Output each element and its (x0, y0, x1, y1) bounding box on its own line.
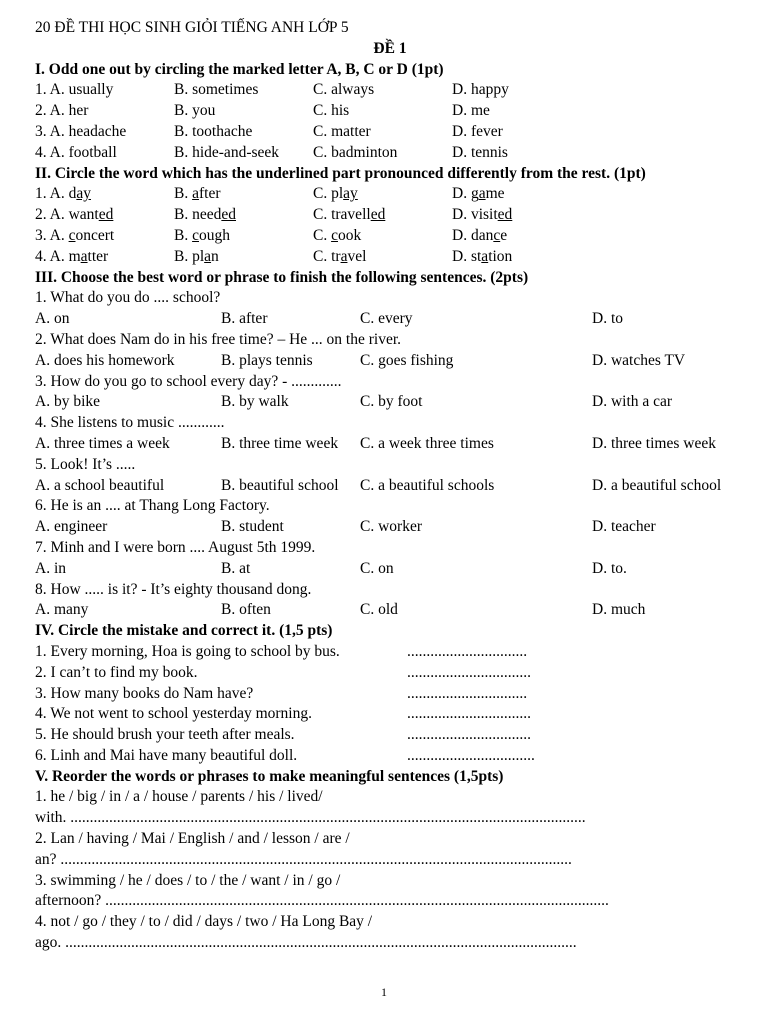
option: D. me (452, 102, 490, 120)
option-text: B. (174, 226, 193, 244)
option: C. by foot (360, 393, 423, 411)
answer-options (35, 517, 745, 538)
underlined-part: ay (343, 185, 358, 203)
page-number: 1 (381, 985, 387, 999)
option-text: me (485, 185, 505, 203)
answer-blank: ................................ (407, 705, 531, 723)
underlined-part: a (481, 247, 489, 265)
question: 8. How ..... is it? - It’s eighty thousand dong. (35, 580, 312, 598)
underlined-part: a (340, 247, 348, 265)
question: 2. What does Nam do in his free time? – He ... on the river. (35, 330, 402, 348)
option (35, 184, 91, 205)
option: C. worker (360, 518, 422, 536)
underlined-part: c (68, 226, 76, 244)
section-2-rows (35, 184, 745, 267)
answer-blank: ............................... (407, 684, 528, 702)
option-text: C. (313, 226, 332, 244)
section-1-row (35, 122, 745, 143)
section-2-row (35, 205, 745, 226)
option: 4. A. football (35, 143, 117, 161)
exam-number: ĐỀ 1 (373, 39, 407, 57)
underlined-part: ay (76, 185, 91, 203)
option-text: tter (87, 247, 109, 265)
sentence: 2. I can’t to find my book. (35, 663, 198, 681)
mistake-row (35, 704, 745, 725)
question: 1. What do you do .... school? (35, 289, 221, 307)
option: B. beautiful school (221, 476, 339, 494)
option-text: ook (337, 226, 362, 244)
option: B. student (221, 518, 284, 536)
option: B. after (221, 310, 268, 328)
option: D. much (592, 601, 646, 619)
underlined-part: a (478, 185, 486, 203)
option (313, 247, 366, 268)
answer-options (35, 600, 745, 621)
option (174, 205, 236, 226)
option-text: 1. A. d (35, 185, 77, 203)
section-1-row (35, 80, 745, 101)
reorder-words: 2. Lan / having / Mai / English / and / lesson / are / (35, 830, 350, 848)
underlined-part: ed (98, 206, 114, 224)
option: C. badminton (313, 143, 398, 161)
option (35, 247, 108, 268)
option (174, 247, 219, 268)
option: A. by bike (35, 393, 101, 411)
option: C. on (360, 559, 394, 577)
option: C. every (360, 310, 413, 328)
option-text: B. need (174, 206, 222, 224)
option: D. tennis (452, 143, 508, 161)
option (452, 205, 512, 226)
option: B. you (174, 102, 216, 120)
option: D. happy (452, 81, 509, 99)
option: A. does his homework (35, 351, 175, 369)
mistake-row (35, 663, 745, 684)
option-text: C. tr (313, 247, 341, 265)
underlined-part: ed (497, 206, 513, 224)
option-text: 2. A. want (35, 206, 99, 224)
option: B. three time week (221, 434, 339, 452)
option: B. often (221, 601, 271, 619)
question: 5. Look! It’s ..... (35, 455, 136, 473)
underlined-part: a (80, 247, 88, 265)
answer-blank: ................................ (407, 663, 531, 681)
option: A. on (35, 310, 70, 328)
question: 7. Minh and I were born .... August 5th 1999. (35, 538, 316, 556)
underlined-part: c (331, 226, 338, 244)
option-text: B. pl (174, 247, 205, 265)
sentence: 4. We not went to school yesterday morning. (35, 705, 312, 723)
underlined-part: ed (370, 206, 386, 224)
option: C. a beautiful schools (360, 476, 495, 494)
option: D. fever (452, 122, 503, 140)
answer-options (35, 434, 745, 455)
option-text: 3. A. (35, 226, 69, 244)
underlined-part: ed (221, 206, 236, 224)
section-2-heading: II. Circle the word which has the underlined part pronounced differently from the rest. (1pt) (35, 164, 646, 182)
option (35, 226, 114, 247)
option: C. old (360, 601, 398, 619)
section-4-rows (35, 642, 745, 767)
answer-options (35, 351, 745, 372)
answer-options (35, 392, 745, 413)
answer-blank: ................................ (407, 726, 531, 744)
answer-options (35, 309, 745, 330)
option: D. to. (592, 559, 627, 577)
document-title: 20 ĐỀ THI HỌC SINH GIỎI TIẾNG ANH LỚP 5 (35, 19, 349, 36)
underlined-part: a (204, 247, 212, 265)
option: D. to (592, 310, 623, 328)
option (174, 184, 221, 205)
question: 3. How do you go to school every day? - ............. (35, 372, 342, 390)
option: A. in (35, 559, 66, 577)
option: B. by walk (221, 393, 289, 411)
option: D. three times week (592, 434, 716, 452)
section-2-row (35, 226, 745, 247)
option: A. three times a week (35, 434, 170, 452)
option (35, 205, 113, 226)
option (452, 247, 512, 268)
sentence: 6. Linh and Mai have many beautiful doll. (35, 746, 298, 764)
option-text: tion (488, 247, 513, 265)
option: D. watches TV (592, 351, 686, 369)
option-text: D. dan (452, 226, 494, 244)
section-1-heading: I. Odd one out by circling the marked letter A, B, C or D (1pt) (35, 60, 444, 78)
sentence: 3. How many books do Nam have? (35, 684, 254, 702)
underlined-part: a (192, 185, 199, 203)
answer-options (35, 559, 745, 580)
reorder-words: 4. not / go / they / to / did / days / two / Ha Long Bay / (35, 913, 373, 931)
question: 4. She listens to music ............ (35, 414, 225, 432)
option-text: fter (198, 185, 221, 203)
option: 3. A. headache (35, 122, 127, 140)
answer-line: with. ..................................................................................................................................... (35, 809, 586, 827)
section-3-heading: III. Choose the best word or phrase to finish the following sentences. (2pts) (35, 268, 529, 286)
option-text: e (500, 226, 508, 244)
option-text: C. pl (313, 185, 344, 203)
option: A. engineer (35, 518, 108, 536)
option (174, 226, 230, 247)
option-text: ough (198, 226, 230, 244)
option: D. a beautiful school (592, 476, 722, 494)
reorder-words: 3. swimming / he / does / to / the / want / in / go / (35, 871, 341, 889)
option: C. a week three times (360, 434, 494, 452)
exam-page (35, 18, 745, 954)
option: A. many (35, 601, 89, 619)
answer-line: afternoon? .................................................................................................................................. (35, 892, 609, 910)
section-1-row (35, 101, 745, 122)
option-text: D. visit (452, 206, 498, 224)
option-text: D. st (452, 247, 482, 265)
option-text: oncert (75, 226, 115, 244)
option: C. his (313, 102, 350, 120)
option (313, 205, 385, 226)
mistake-row (35, 746, 745, 767)
answer-line: ago. .................................................................................................................................... (35, 934, 577, 952)
option-text: B. (174, 185, 193, 203)
option (313, 226, 361, 247)
mistake-row (35, 642, 745, 663)
option (452, 184, 505, 205)
option-text: 4. A. m (35, 247, 81, 265)
answer-blank: ............................... (407, 642, 528, 660)
reorder-words: 1. he / big / in / a / house / parents / his / lived/ (35, 788, 323, 806)
mistake-row (35, 684, 745, 705)
section-2-row (35, 184, 745, 205)
option: 1. A. usually (35, 81, 114, 99)
section-2-row (35, 247, 745, 268)
option-text: vel (347, 247, 367, 265)
answer-blank: ................................. (407, 746, 535, 764)
option: A. a school beautiful (35, 476, 165, 494)
option-text: C. travell (313, 206, 371, 224)
option: B. at (221, 559, 251, 577)
option: D. teacher (592, 518, 656, 536)
option-text: D. g (452, 185, 479, 203)
option: 2. A. her (35, 102, 89, 120)
option: B. plays tennis (221, 351, 313, 369)
option (452, 226, 507, 247)
sentence: 1. Every morning, Hoa is going to school by bus. (35, 642, 340, 660)
option (313, 184, 358, 205)
option-text: n (211, 247, 219, 265)
option: B. hide-and-seek (174, 143, 280, 161)
option: C. matter (313, 122, 371, 140)
section-1-rows (35, 80, 745, 163)
section-5-heading: V. Reorder the words or phrases to make meaningful sentences (1,5pts) (35, 767, 504, 785)
section-3-items (35, 288, 745, 621)
answer-options (35, 476, 745, 497)
option: B. sometimes (174, 81, 259, 99)
mistake-row (35, 725, 745, 746)
option: C. always (313, 81, 375, 99)
sentence: 5. He should brush your teeth after meals. (35, 726, 295, 744)
section-1-row (35, 143, 745, 164)
underlined-part: c (192, 226, 199, 244)
option: D. with a car (592, 393, 673, 411)
section-5-lines (35, 787, 745, 953)
option: B. toothache (174, 122, 253, 140)
question: 6. He is an .... at Thang Long Factory. (35, 497, 270, 515)
underlined-part: c (493, 226, 501, 244)
answer-line: an? .................................................................................................................................... (35, 850, 572, 868)
section-4-heading: IV. Circle the mistake and correct it. (1,5 pts) (35, 622, 333, 640)
option: C. goes fishing (360, 351, 454, 369)
